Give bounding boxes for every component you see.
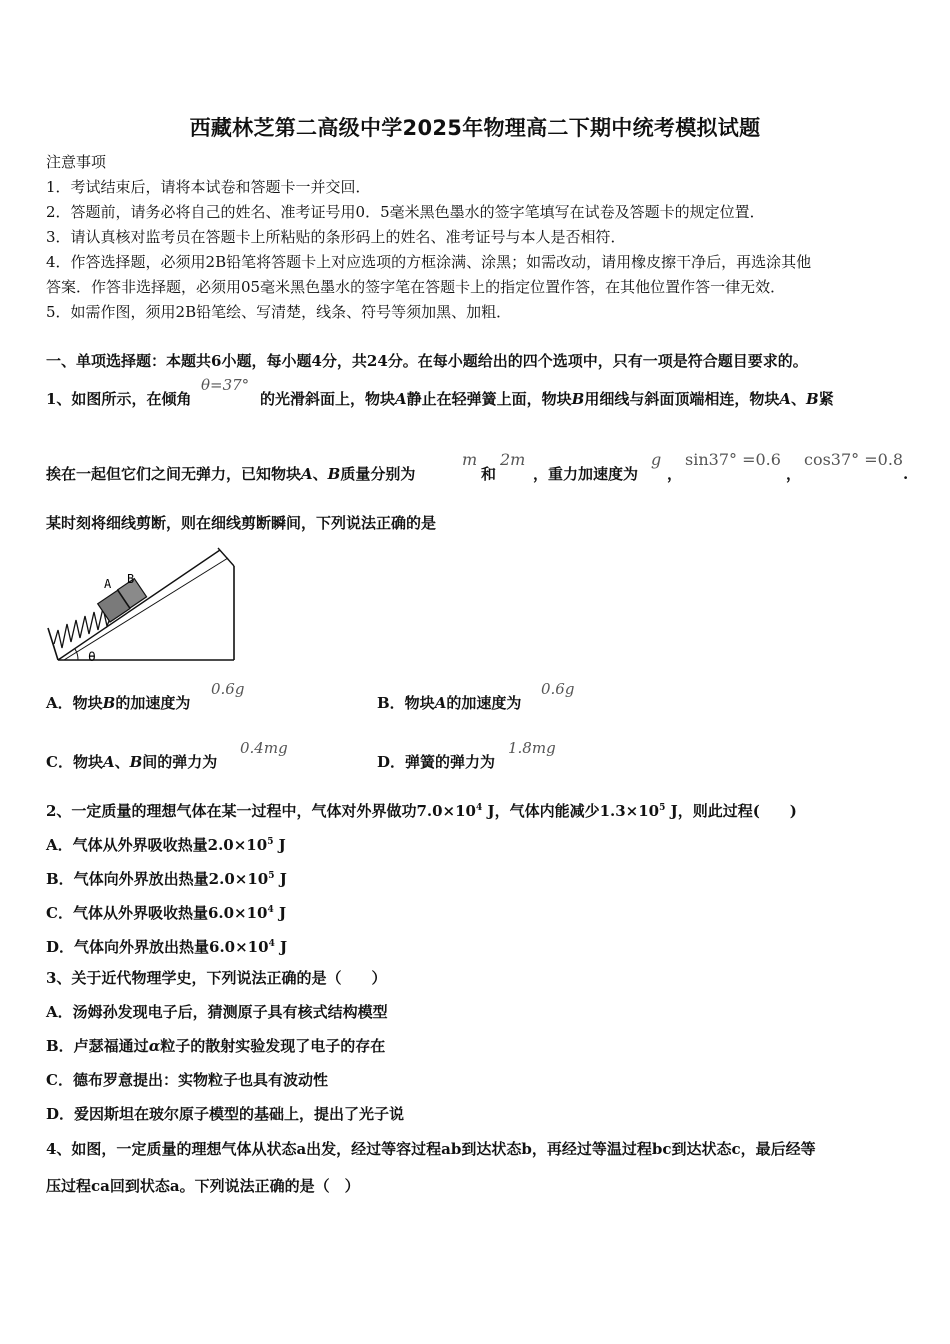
option-text: 间的弹力为 xyxy=(142,753,218,771)
q2-text: 2、一定质量的理想气体在某一过程中，气体对外界做功7.0×10 xyxy=(46,802,476,820)
q1-option-c xyxy=(46,752,217,772)
q1-stem-3: 某时刻将细线剪断，则在细线剪断瞬间，下列说法正确的是 xyxy=(46,514,437,532)
q1-comma: ， xyxy=(786,465,802,483)
q2-option-b xyxy=(46,866,287,889)
q2-option-d xyxy=(46,934,287,957)
q1-text: 、 xyxy=(312,465,328,483)
q2-text: J，气体内能减少1.3×10 xyxy=(482,802,660,820)
q1-text: 挨在一起但它们之间无弹力，已知物块 xyxy=(46,465,302,483)
option-text: B．卢瑟福通过 xyxy=(46,1037,149,1055)
option-text: 的加速度为 xyxy=(446,694,522,712)
sin-formula: sin37° =0.6 xyxy=(685,450,781,469)
block-a-label: A xyxy=(301,465,313,483)
q1-text: 的光滑斜面上，物块 xyxy=(260,390,396,408)
q1-gravity-text: ，重力加速度为 xyxy=(533,465,639,483)
incline-surface xyxy=(58,550,220,660)
option-text: B．物块 xyxy=(377,694,435,712)
q1-option-d: D．弹簧的弹力为 xyxy=(377,753,496,771)
exponent: 4 xyxy=(475,803,483,813)
q1-option-b-value: 0.6g xyxy=(541,680,575,698)
exponent: 5 xyxy=(659,803,666,813)
option-text: C．气体从外界吸收热量6.0×10 xyxy=(46,904,268,922)
angle-arc xyxy=(75,649,78,660)
block-a-label: A xyxy=(395,390,407,408)
mass-m: m xyxy=(462,450,478,469)
spring xyxy=(54,608,111,648)
page-title: 西藏林芝第二高级中学2025年物理高二下期中统考模拟试题 xyxy=(189,116,761,140)
q2-option-a xyxy=(46,832,286,855)
cos-formula: cos37° =0.8 xyxy=(804,450,904,469)
notice-item-4-cont: 答案．作答非选择题，必须用05毫米黑色墨水的签字笔在答题卡上的指定位置作答，在其他位置作答一律无效． xyxy=(46,278,786,296)
q3-option-c: C．德布罗意提出：实物粒子也具有波动性 xyxy=(46,1071,328,1089)
option-text: C．物块 xyxy=(46,753,103,771)
q1-text: 静止在轻弹簧上面，物块 xyxy=(406,390,572,408)
block-b-label: B xyxy=(806,390,819,408)
q1-option-c-value: 0.4mg xyxy=(240,739,288,757)
q1-option-b xyxy=(377,693,521,713)
q1-text: 1、如图所示，在倾角 xyxy=(46,390,192,408)
q3-stem: 3、关于近代物理学史，下列说法正确的是（ ） xyxy=(46,969,387,987)
q1-stem-1 xyxy=(46,389,191,409)
q1-text: 用细线与斜面顶端相连，物块 xyxy=(584,390,780,408)
notice-item-1: 1．考试结束后，请将本试卷和答题卡一并交回． xyxy=(46,178,371,196)
section-heading: 一、单项选择题：本题共6小题，每小题4分，共24分。在每小题给出的四个选项中，只有一项是符合题目要求的。 xyxy=(46,352,808,370)
q2-stem xyxy=(46,798,797,821)
block-a-label: A xyxy=(102,753,115,771)
option-text: 粒子的散射实验发现了电子的存在 xyxy=(160,1037,386,1055)
block-a-label: A xyxy=(434,694,447,712)
exponent: 4 xyxy=(267,905,274,915)
mass-2m: 2m xyxy=(500,450,526,469)
notice-item-2: 2．答题前，请务必将自己的姓名、准考证号用0．5毫米黑色墨水的签字笔填写在试卷及答题卡的规定位置． xyxy=(46,203,765,221)
q1-comma: ， xyxy=(667,465,683,483)
block-b-label: B xyxy=(571,390,585,408)
block-b-label: B xyxy=(102,694,116,712)
q1-option-d-value: 1.8mg xyxy=(508,739,556,757)
unit: J xyxy=(273,836,286,854)
option-text: D．气体向外界放出热量6.0×10 xyxy=(46,938,269,956)
q1-stem-2 xyxy=(46,464,415,484)
option-text: A．气体从外界吸收热量2.0×10 xyxy=(46,836,268,854)
block-b-label: B xyxy=(129,753,143,771)
notice-item-5: 5．如需作图，须用2B铅笔绘、写清楚，线条、符号等须加黑、加粗． xyxy=(46,303,512,321)
q1-period: . xyxy=(903,465,909,483)
q2-text: J，则此过程( ) xyxy=(665,802,797,820)
q3-option-d: D．爱因斯坦在玻尔原子模型的基础上，提出了光子说 xyxy=(46,1105,405,1123)
option-text: 的加速度为 xyxy=(115,694,191,712)
notice-heading: 注意事项 xyxy=(46,153,107,171)
q1-text: 紧 xyxy=(818,390,834,408)
incline-surface-inner xyxy=(64,558,228,660)
q1-option-a-value: 0.6g xyxy=(211,680,245,698)
exponent: 4 xyxy=(268,939,275,949)
block-a-label: A xyxy=(779,390,792,408)
q3-option-a: A．汤姆孙发现电子后，猜测原子具有核式结构模型 xyxy=(46,1003,388,1021)
spring-wall xyxy=(48,628,58,660)
q1-stem-1b xyxy=(260,389,834,409)
unit: J xyxy=(274,938,288,956)
block-b-label: B xyxy=(327,465,341,483)
notice-item-4: 4．作答选择题，必须用2B铅笔将答题卡上对应选项的方框涂满、涂黑；如需改动，请用橡皮擦干净后，再选涂其他 xyxy=(46,253,812,271)
option-text: B．气体向外界放出热量2.0×10 xyxy=(46,870,269,888)
q4-stem-2: 压过程ca回到状态a。下列说法正确的是（ ） xyxy=(46,1177,360,1195)
q1-theta-formula: θ=37° xyxy=(201,376,250,394)
exponent: 5 xyxy=(267,837,274,847)
q1-option-a xyxy=(46,693,190,713)
option-text: 、 xyxy=(114,753,130,771)
fig-label-b: B xyxy=(127,572,135,586)
q1-text: 质量分别为 xyxy=(340,465,416,483)
gravity-g: g xyxy=(651,450,662,469)
exponent: 5 xyxy=(268,871,275,881)
q2-option-c xyxy=(46,900,286,923)
fig-label-theta: θ xyxy=(88,650,96,665)
incline-diagram xyxy=(44,540,244,665)
q4-stem-1: 4、如图，一定质量的理想气体从状态a出发，经过等容过程ab到达状态b，再经过等温过程bc到达状态c，最后经等 xyxy=(46,1140,816,1158)
unit: J xyxy=(274,870,287,888)
fig-label-a: A xyxy=(104,577,112,591)
q3-option-b xyxy=(46,1036,385,1056)
q1-text: 、 xyxy=(791,390,807,408)
alpha-symbol: α xyxy=(148,1037,161,1055)
notice-item-3: 3．请认真核对监考员在答题卡上所粘贴的条形码上的姓名、准考证号与本人是否相符． xyxy=(46,228,626,246)
unit: J xyxy=(273,904,287,922)
option-text: A．物块 xyxy=(46,694,103,712)
q1-and: 和 xyxy=(481,465,497,483)
